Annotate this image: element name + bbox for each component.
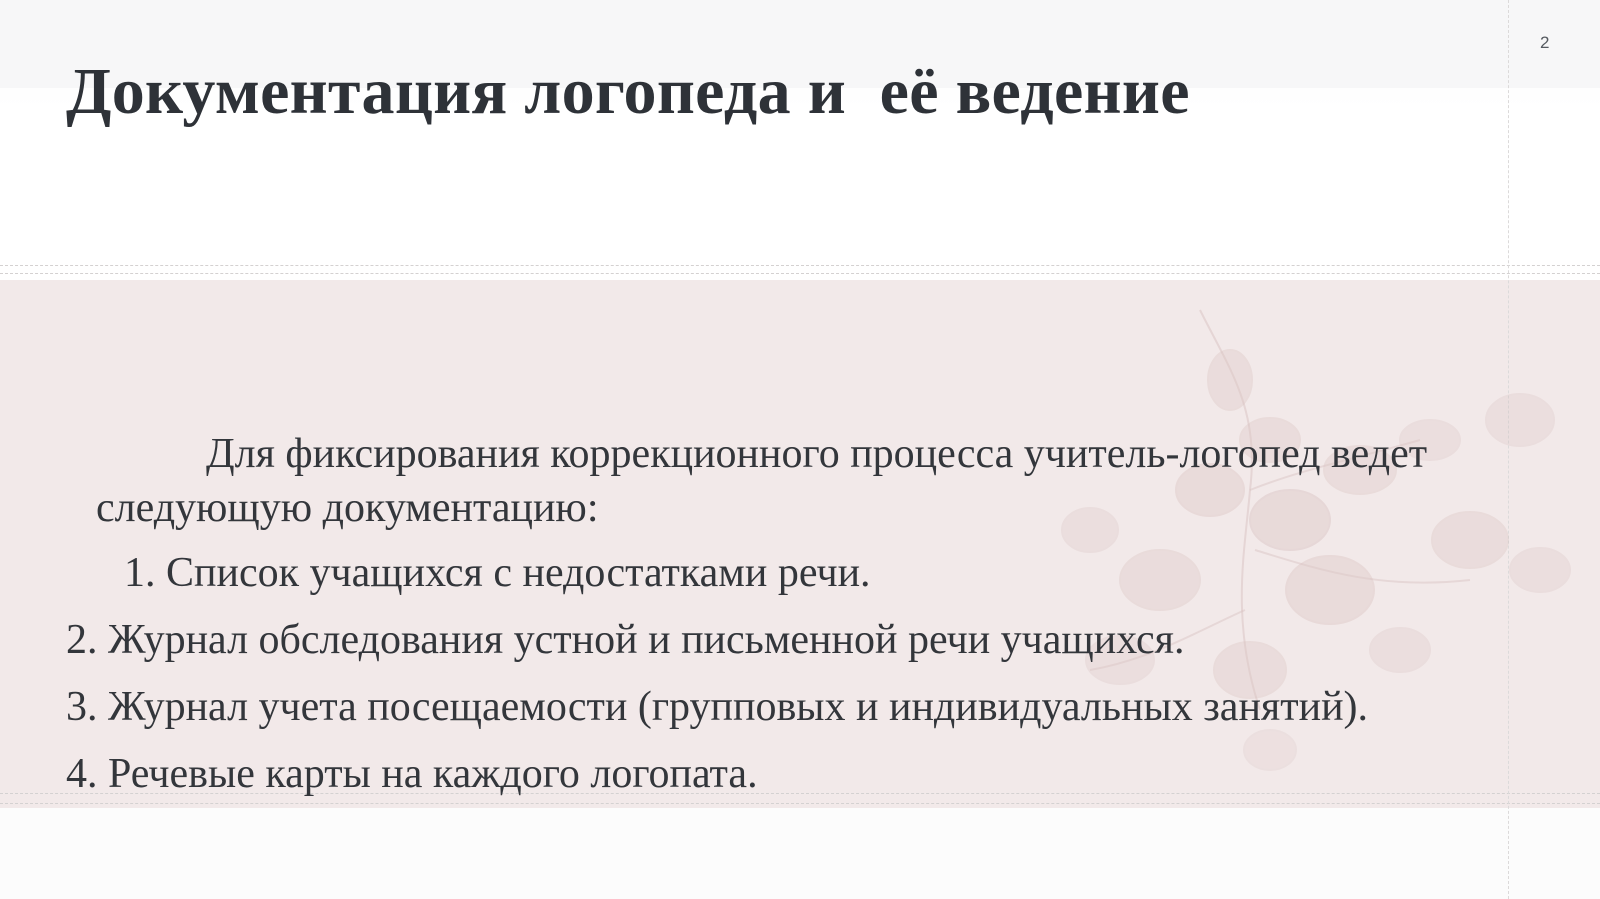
footer-divider-line-secondary bbox=[0, 803, 1600, 804]
list-item: 2. Журнал обследования устной и письменной речи учащихся. bbox=[66, 617, 1185, 663]
intro-paragraph: Для фиксирования коррекционного процесса учитель-логопед ведет следующую документацию: bbox=[96, 431, 1428, 531]
header-divider-line-secondary bbox=[0, 273, 1600, 274]
slide-number: 2 bbox=[1540, 33, 1550, 52]
header-divider-line bbox=[0, 265, 1600, 266]
list-item: 1. Список учащихся с недостатками речи. bbox=[124, 550, 871, 596]
list-item: 4. Речевые карты на каждого логопата. bbox=[66, 751, 758, 797]
list-item: 3. Журнал учета посещаемости (групповых и индивидуальных занятий). bbox=[66, 684, 1369, 730]
footer-band bbox=[0, 808, 1600, 899]
page-title: Документация логопеда и её ведение bbox=[66, 55, 1190, 128]
